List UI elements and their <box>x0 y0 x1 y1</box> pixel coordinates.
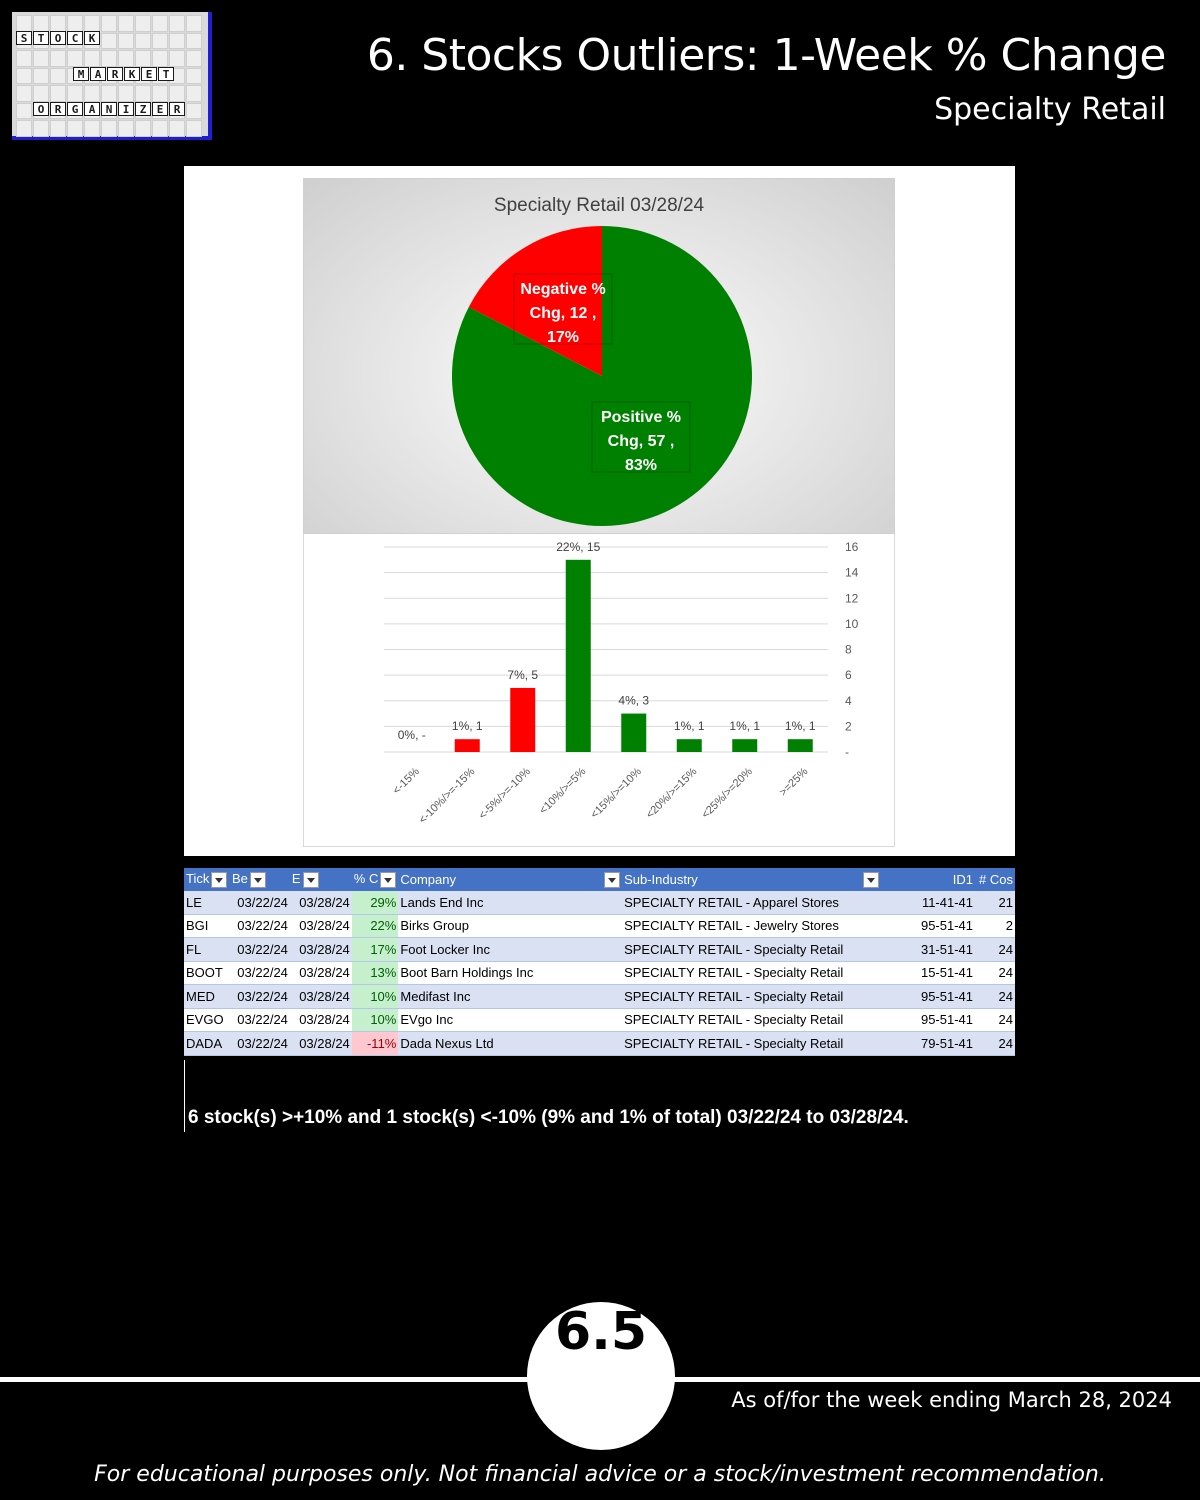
footer-divider-left <box>0 1377 540 1382</box>
x-tick-label: <-10%/>=-15% <box>416 765 478 827</box>
count-cell: 24 <box>975 985 1015 1009</box>
end-date-cell: 03/28/24 <box>290 891 352 914</box>
company-cell: Dada Nexus Ltd <box>398 1032 622 1056</box>
logo-letter: C <box>67 31 83 45</box>
x-tick-label: <20%/>=15% <box>643 765 700 822</box>
logo-cell <box>152 15 168 32</box>
logo-cell <box>101 85 117 102</box>
bar <box>621 714 646 752</box>
page-number-badge: 6.5 <box>527 1302 675 1450</box>
column-header-label: Be <box>231 871 248 887</box>
logo-cell <box>50 68 66 85</box>
y-tick-label: 2 <box>845 719 852 734</box>
logo-cell <box>67 120 83 137</box>
column-header[interactable] <box>622 868 880 891</box>
logo-cell <box>101 15 117 32</box>
logo-letter: A <box>90 67 106 81</box>
logo-letter: K <box>124 67 140 81</box>
id1-cell: 79-51-41 <box>881 1032 975 1056</box>
logo-cell <box>118 33 134 50</box>
logo-letter: R <box>107 67 123 81</box>
logo-cell <box>118 85 134 102</box>
logo-letter: E <box>141 67 157 81</box>
x-tick-label: <-15% <box>390 765 422 797</box>
logo-cell <box>50 50 66 67</box>
logo-cell <box>33 120 49 137</box>
ticker-cell: FL <box>184 938 230 962</box>
logo-cell <box>101 120 117 137</box>
y-tick-label: 10 <box>845 616 859 631</box>
count-cell: 24 <box>975 1032 1015 1056</box>
logo-letter: E <box>152 102 168 116</box>
pie-label-positive: Chg, 57 , <box>607 433 675 450</box>
id1-cell: 95-51-41 <box>881 914 975 938</box>
id1-cell: 15-51-41 <box>881 961 975 985</box>
logo-cell <box>101 33 117 50</box>
ticker-cell: LE <box>184 891 230 914</box>
sub-industry-cell: SPECIALTY RETAIL - Apparel Stores <box>622 891 880 914</box>
y-tick-label: 6 <box>845 668 852 683</box>
company-cell: Foot Locker Inc <box>398 938 622 962</box>
logo-cell <box>16 120 32 137</box>
logo-cell <box>169 50 185 67</box>
filter-dropdown-icon[interactable] <box>303 872 319 888</box>
bar <box>677 739 702 752</box>
filter-dropdown-icon[interactable] <box>211 872 227 888</box>
logo-cell <box>135 85 151 102</box>
column-header[interactable] <box>230 868 290 891</box>
logo-word-stock <box>16 31 100 45</box>
pct-change-cell: 22% <box>352 914 399 938</box>
column-header-label: ID1 <box>952 872 974 887</box>
logo-cell <box>50 85 66 102</box>
count-cell: 24 <box>975 938 1015 962</box>
bar <box>455 739 480 752</box>
filter-dropdown-icon[interactable] <box>863 872 879 888</box>
logo-cell <box>169 33 185 50</box>
logo-cell <box>33 50 49 67</box>
table-row <box>184 985 1015 1009</box>
logo-letter: T <box>33 31 49 45</box>
logo-cell <box>186 15 202 32</box>
ticker-cell: BGI <box>184 914 230 938</box>
y-tick-label: 4 <box>845 693 852 708</box>
y-tick-label: 12 <box>845 591 859 606</box>
id1-cell: 95-51-41 <box>881 985 975 1009</box>
logo-cell <box>118 15 134 32</box>
x-tick-label: <15%/>=10% <box>588 765 644 822</box>
sub-industry-cell: SPECIALTY RETAIL - Jewelry Stores <box>622 914 880 938</box>
logo-cell <box>67 85 83 102</box>
sub-industry-cell: SPECIALTY RETAIL - Specialty Retail <box>622 938 880 962</box>
filter-dropdown-icon[interactable] <box>380 872 396 888</box>
count-cell: 24 <box>975 961 1015 985</box>
pct-change-cell: 17% <box>352 938 399 962</box>
column-header[interactable] <box>290 868 352 891</box>
table-row <box>184 914 1015 938</box>
end-date-cell: 03/28/24 <box>290 985 352 1009</box>
footer-divider-right <box>660 1377 1200 1382</box>
logo-letter: T <box>158 67 174 81</box>
logo-cell <box>152 120 168 137</box>
end-date-cell: 03/28/24 <box>290 914 352 938</box>
begin-date-cell: 03/22/24 <box>230 961 290 985</box>
pct-change-cell: 13% <box>352 961 399 985</box>
logo-word-organizer <box>33 102 185 116</box>
id1-cell: 95-51-41 <box>881 1008 975 1032</box>
bar-data-label: 1%, 1 <box>784 719 816 734</box>
filter-dropdown-icon[interactable] <box>604 872 620 888</box>
column-header-label: Tick <box>186 871 210 887</box>
logo-letter: S <box>16 31 32 45</box>
pie-chart-title: Specialty Retail 03/28/24 <box>493 195 705 216</box>
pie-chart <box>304 179 894 533</box>
bar-data-label: 1%, 1 <box>729 719 761 734</box>
logo-letter: O <box>33 102 49 116</box>
outliers-table <box>184 868 1015 1056</box>
bar <box>732 739 757 752</box>
logo-cell <box>186 33 202 50</box>
x-tick-label: >=25% <box>777 765 811 799</box>
company-cell: Medifast Inc <box>398 985 622 1009</box>
begin-date-cell: 03/22/24 <box>230 985 290 1009</box>
ticker-cell: EVGO <box>184 1008 230 1032</box>
pct-change-cell: -11% <box>352 1032 399 1056</box>
logo-cell <box>135 33 151 50</box>
logo-cell <box>186 85 202 102</box>
logo-cell <box>84 120 100 137</box>
sub-industry-cell: SPECIALTY RETAIL - Specialty Retail <box>622 961 880 985</box>
pie-label-negative: Chg, 12 , <box>529 305 597 322</box>
logo-cell <box>186 68 202 85</box>
company-cell: EVgo Inc <box>398 1008 622 1032</box>
table-row <box>184 1008 1015 1032</box>
logo-cell <box>33 15 49 32</box>
pie-label-negative: 17% <box>546 329 580 346</box>
begin-date-cell: 03/22/24 <box>230 914 290 938</box>
bar-chart-area <box>303 534 895 847</box>
bar-data-label: 1%, 1 <box>673 719 705 734</box>
logo-cell <box>84 85 100 102</box>
company-cell: Birks Group <box>398 914 622 938</box>
logo-cell <box>16 85 32 102</box>
logo-cell <box>84 15 100 32</box>
logo-cell <box>50 15 66 32</box>
logo-cell <box>67 50 83 67</box>
logo-cell <box>169 15 185 32</box>
logo-cell <box>135 15 151 32</box>
bar-data-label: 7%, 5 <box>507 667 539 682</box>
bar <box>566 560 591 752</box>
bar-data-label: 4%, 3 <box>618 693 650 708</box>
logo-cell <box>152 85 168 102</box>
logo-cell <box>118 50 134 67</box>
begin-date-cell: 03/22/24 <box>230 1008 290 1032</box>
logo-cell <box>186 120 202 137</box>
pie-label-positive: Positive % <box>600 409 682 426</box>
id1-cell: 31-51-41 <box>881 938 975 962</box>
end-date-cell: 03/28/24 <box>290 1032 352 1056</box>
logo-cell <box>169 120 185 137</box>
logo-word-market <box>73 67 174 81</box>
as-of-date: As of/for the week ending March 28, 2024 <box>731 1388 1172 1412</box>
bar <box>510 688 535 752</box>
logo-cell <box>152 50 168 67</box>
filter-dropdown-icon[interactable] <box>250 872 266 888</box>
logo-cell <box>50 120 66 137</box>
begin-date-cell: 03/22/24 <box>230 1032 290 1056</box>
y-tick-label: 8 <box>845 642 852 657</box>
company-cell: Boot Barn Holdings Inc <box>398 961 622 985</box>
logo-cell <box>152 33 168 50</box>
logo-cell <box>16 15 32 32</box>
column-header-label: Company <box>400 871 456 887</box>
logo-cell <box>101 50 117 67</box>
logo-cell <box>67 15 83 32</box>
bar-chart <box>304 534 894 846</box>
count-cell: 2 <box>975 914 1015 938</box>
logo-letter: O <box>50 31 66 45</box>
logo-cell <box>16 68 32 85</box>
pie-label-negative: Negative % <box>520 281 606 298</box>
logo-letter: Z <box>135 102 151 116</box>
pie-chart-area <box>303 178 895 534</box>
bar-data-label: 0%, - <box>397 728 426 742</box>
disclaimer: For educational purposes only. Not financial advice or a stock/investment recommendation. <box>94 1462 1106 1487</box>
logo-cell <box>33 68 49 85</box>
column-header[interactable] <box>398 868 622 891</box>
pct-change-cell: 10% <box>352 985 399 1009</box>
y-tick-label: 16 <box>845 540 859 554</box>
logo-cell <box>118 120 134 137</box>
column-header-label: # Cos <box>979 872 1013 887</box>
y-tick-label: - <box>845 745 849 759</box>
sub-industry-cell: SPECIALTY RETAIL - Specialty Retail <box>622 1032 880 1056</box>
column-header[interactable] <box>881 868 975 891</box>
logo-cell <box>186 103 202 120</box>
logo-letter: R <box>50 102 66 116</box>
column-header-label: E <box>291 871 301 887</box>
begin-date-cell: 03/22/24 <box>230 938 290 962</box>
x-tick-label: <10%/>=5% <box>537 765 589 817</box>
pie-label-positive: 83% <box>624 457 658 474</box>
id1-cell: 11-41-41 <box>881 891 975 914</box>
table-row <box>184 938 1015 962</box>
logo-cell <box>84 50 100 67</box>
divider-line <box>184 1060 185 1132</box>
logo-letter: R <box>169 102 185 116</box>
logo-letter: N <box>101 102 117 116</box>
page-title: 6. Stocks Outliers: 1-Week % Change <box>366 30 1166 81</box>
sub-industry-cell: SPECIALTY RETAIL - Specialty Retail <box>622 985 880 1009</box>
ticker-cell: DADA <box>184 1032 230 1056</box>
table-row <box>184 891 1015 914</box>
logo-letter: G <box>67 102 83 116</box>
summary-text: 6 stock(s) >+10% and 1 stock(s) <-10% (9% and 1% of total) 03/22/24 to 03/28/24. <box>188 1107 909 1128</box>
logo-cell <box>135 50 151 67</box>
y-tick-label: 14 <box>845 565 859 580</box>
logo-letter: M <box>73 67 89 81</box>
logo-letter: I <box>118 102 134 116</box>
table-row <box>184 961 1015 985</box>
count-cell: 21 <box>975 891 1015 914</box>
column-header-label: Sub-Industry <box>624 871 698 887</box>
logo-cell <box>33 85 49 102</box>
column-header[interactable] <box>975 868 1015 891</box>
bar <box>788 739 813 752</box>
table-row <box>184 1032 1015 1056</box>
column-header[interactable] <box>184 868 230 891</box>
logo-cell <box>135 120 151 137</box>
bar-data-label: 1%, 1 <box>451 719 483 734</box>
company-cell: Lands End Inc <box>398 891 622 914</box>
ticker-cell: BOOT <box>184 961 230 985</box>
begin-date-cell: 03/22/24 <box>230 891 290 914</box>
logo-letter: A <box>84 102 100 116</box>
sub-industry-cell: SPECIALTY RETAIL - Specialty Retail <box>622 1008 880 1032</box>
end-date-cell: 03/28/24 <box>290 1008 352 1032</box>
pct-change-cell: 10% <box>352 1008 399 1032</box>
ticker-cell: MED <box>184 985 230 1009</box>
logo-cell <box>16 50 32 67</box>
count-cell: 24 <box>975 1008 1015 1032</box>
end-date-cell: 03/28/24 <box>290 938 352 962</box>
column-header-label: % C <box>353 871 379 887</box>
logo <box>12 12 212 140</box>
logo-cell <box>16 103 32 120</box>
x-tick-label: <-5%/>=-10% <box>476 765 533 822</box>
x-tick-label: <25%/>=20% <box>699 765 755 822</box>
bar-data-label: 22%, 15 <box>556 539 601 554</box>
logo-cell <box>186 50 202 67</box>
pct-change-cell: 29% <box>352 891 399 914</box>
logo-letter: K <box>84 31 100 45</box>
column-header[interactable] <box>352 868 399 891</box>
logo-cell <box>169 85 185 102</box>
end-date-cell: 03/28/24 <box>290 961 352 985</box>
page-subtitle: Specialty Retail <box>934 92 1166 127</box>
table-header-row <box>184 868 1015 891</box>
